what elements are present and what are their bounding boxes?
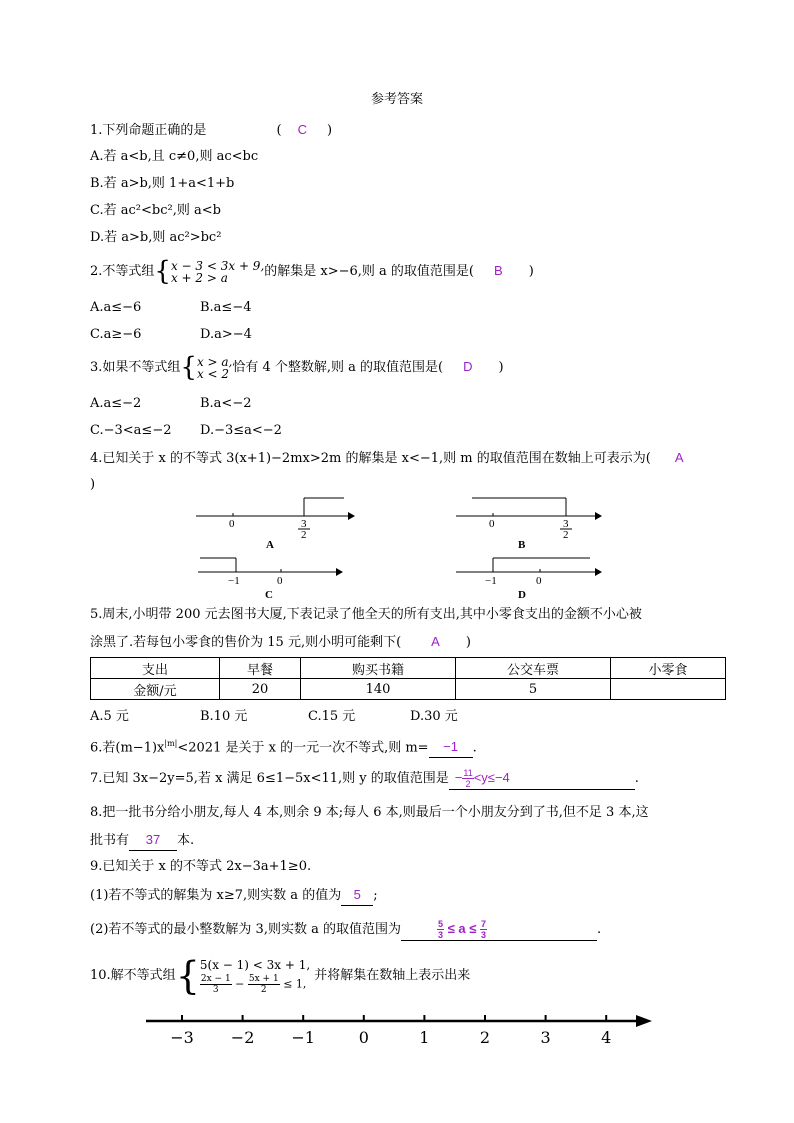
q5-stem-line1: 5.周末,小明带 200 元去图书大厦,下表记录了他全天的所有支出,其中小零食支出的金额不小心被 (90, 607, 642, 622)
q10-tick-label: 0 (358, 1028, 369, 1047)
q9-stem: 9.已知关于 x 的不等式 2x−3a+1≥0. (90, 859, 312, 874)
q4-option-c-line (198, 558, 343, 600)
q2-option-c: C.a≥−6 (90, 327, 142, 342)
q9-part1: (1)若不等式的解集为 x≥7,则实数 a 的值为 5 ; (90, 886, 378, 906)
q4-b-zero: 0 (489, 518, 495, 530)
q6: 6.若$(m-1)x^{|m|}<2021$ 是关于 x 的一元一次不等式,则 m= −1 . (90, 735, 477, 758)
q6-answer: −1 (443, 739, 458, 755)
q4-option-a-line (196, 498, 355, 551)
q10-post: 并将解集在数轴上表示出来 (314, 968, 471, 983)
q3-pre: 3.如果不等式组 (90, 360, 181, 375)
q3-sys2: x < 2 (196, 366, 230, 381)
q1-stem: 1.下列命题正确的是 ( C ) (90, 122, 333, 138)
q1-option-d: D.若 a>b,则 ac²>bc² (90, 230, 222, 245)
q1-text: 1.下列命题正确的是 (90, 123, 207, 138)
q7: 7.已知 3x−2y=5,若 x 满足 6≤1−5x<11,则 y 的取值范围是 − $\frac{11}{2}<y\le-4$ . (90, 768, 639, 789)
td-snack (611, 679, 726, 700)
q8-line2 (90, 831, 194, 851)
q10-tick-label: −3 (170, 1028, 194, 1047)
q5-option-b: B.10 元 (200, 709, 248, 724)
q4-a-num: 3 (301, 518, 307, 530)
q7-answer: − $\frac{11}{2}<y\le-4$ (454, 768, 510, 789)
q10-fa: 2x − 1 (200, 974, 231, 984)
q10-tick-label: 4 (601, 1028, 612, 1047)
q10-tick-label: −2 (230, 1028, 255, 1047)
table-row (91, 679, 726, 700)
q4-b-den: 2 (563, 529, 569, 541)
q2-post: 的解集是 x>−6,则 a 的取值范围是( (264, 264, 475, 279)
q10-tick-label: −1 (291, 1028, 315, 1047)
q8-post: 本. (177, 833, 195, 848)
q3-sys1: x > a, (196, 354, 233, 369)
q4-stem (90, 449, 683, 468)
q9-frac1-den: 3 (437, 930, 443, 940)
q5-option-a: A.5 元 (90, 709, 129, 724)
q4-answer: A (674, 450, 684, 465)
q10-stem: 10.解不等式组{ 5(x − 1) < 3x + 1, $\frac{2x - 1}{3}$ − $\frac{5x + 1}{2} \le 1$, 并将解集在数轴上表示出来 (90, 953, 471, 998)
q2-stem: 2.不等式组{ x − 3 < 3x + 9, x + 2 > a 的解集是 x>−6,则 a 的取值范围是( B ) (90, 256, 534, 287)
td-bus: 5 (456, 679, 611, 700)
q4-close: ) (90, 477, 96, 492)
q2-option-d: D.a>−4 (200, 327, 252, 342)
q4-d-neg1: −1 (485, 575, 497, 587)
q6-exponent: |m| (164, 739, 178, 748)
q9-frac1-num: 5 (437, 919, 443, 929)
q4-number-lines (0, 490, 794, 600)
q3-option-d: D.−3≤a<−2 (200, 423, 282, 438)
q5-stem-line2: 涂黑了.若每包小零食的售价为 15 元,则小明可能剩下( A ) (90, 634, 471, 650)
q9-part2: (2)若不等式的最小整数解为 3,则实数 a 的取值范围为 $\frac{5}{3} \le a$ ≤ $\frac{7}{3}$ . (90, 919, 602, 940)
q10-tail: ≤ 1, (283, 977, 307, 991)
q5-answer: A (431, 634, 440, 649)
expense-table (90, 657, 726, 700)
td-breakfast: 20 (220, 679, 301, 700)
q1-option-b: B.若 a>b,则 1+a<1+b (90, 176, 235, 191)
q9-mid: ≤ a ≤ (447, 920, 477, 936)
q5-option-d: D.30 元 (410, 709, 458, 724)
q4-label-c: C (265, 589, 273, 600)
th-books: 购买书籍 (301, 658, 456, 679)
q3-option-c: C.−3<a≤−2 (90, 423, 172, 438)
q7-frac-den: 2 (465, 779, 471, 789)
q4-a-den: 2 (301, 529, 307, 541)
q2-option-b: B.a≤−4 (200, 300, 252, 315)
q10-line1: 5(x − 1) < 3x + 1, (199, 958, 311, 972)
q4-a-zero: 0 (229, 518, 235, 530)
q5-option-c: C.15 元 (308, 709, 356, 724)
q9-p1-text: (1)若不等式的解集为 x≥7,则实数 a 的值为 (90, 888, 342, 903)
td-amount-label: 金额/元 (91, 679, 220, 700)
q2-option-a: A.a≤−6 (90, 300, 142, 315)
q2-sys2: x + 2 > a (170, 270, 228, 285)
q1-answer: C (297, 122, 308, 137)
q4-label-a: A (266, 539, 274, 551)
table-header-row (91, 658, 726, 679)
th-snack: 小零食 (611, 658, 726, 679)
q7-pre: 7.已知 3x−2y=5,若 x 满足 6≤1−5x<11,则 y 的取值范围是 (90, 770, 449, 786)
q2-pre: 2.不等式组 (90, 264, 155, 279)
q6-pre: 6.若(m−1)x (90, 740, 165, 756)
q3-option-a: A.a≤−2 (90, 396, 142, 411)
q8-answer: 37 (145, 832, 161, 847)
q3-post: 恰有 4 个整数解,则 a 的取值范围是( (232, 360, 444, 375)
q3-stem: 3.如果不等式组{ x > a, x < 2 恰有 4 个整数解,则 a 的取值范围是( D ) (90, 352, 504, 383)
q7-frac-num: 11 (463, 768, 473, 778)
q1-option-c: C.若 ac²<bc²,则 a<b (90, 203, 221, 218)
q10-tick-label: 1 (419, 1028, 430, 1047)
page-title: 参考答案 (370, 92, 423, 107)
q7-tail: <y≤−4 (473, 769, 510, 785)
q5-text2: 涂黑了.若每包小零食的售价为 15 元,则小明可能剩下( (90, 635, 402, 650)
q10-fd: 2 (260, 985, 267, 995)
q2-sys1: x − 3 < 3x + 9, (170, 258, 265, 273)
q6-mid: <2021 是关于 x 的一元一次不等式,则 m= (177, 740, 429, 756)
q10-tick-label: 3 (540, 1028, 551, 1047)
th-bus: 公交车票 (456, 658, 611, 679)
q9-p2-answer (437, 919, 487, 940)
q10-pre: 10.解不等式组 (90, 968, 176, 983)
q4-label-b: B (518, 539, 526, 551)
q4-d-zero: 0 (536, 575, 542, 587)
th-expense: 支出 (91, 658, 220, 679)
q4-b-num: 3 (563, 518, 569, 530)
td-books: 140 (301, 679, 456, 700)
q4-c-zero: 0 (277, 575, 283, 587)
q1-option-a: A.若 a<b,且 c≠0,则 ac<bc (90, 149, 259, 164)
q9-p2-text: (2)若不等式的最小整数解为 3,则实数 a 的取值范围为 (90, 921, 401, 937)
q10-number-line (0, 1005, 794, 1055)
q8-line1: 8.把一批书分给小朋友,每人 4 本,则余 9 本;每人 6 本,则最后一个小朋友分到了书,但不足 3 本,这 (90, 805, 649, 820)
q4-c-neg1: −1 (228, 575, 240, 587)
q4-option-b-line (456, 498, 602, 551)
q4-label-d: D (518, 589, 526, 600)
q10-tick-label: 2 (479, 1028, 491, 1047)
q10-fc: 5x + 1 (248, 974, 279, 984)
q3-answer: D (463, 359, 473, 374)
q3-option-b: B.a<−2 (200, 396, 252, 411)
q2-answer: B (494, 263, 503, 278)
q9-p1-answer: 5 (353, 887, 361, 902)
q4-text: 4.已知关于 x 的不等式 3(x+1)−2mx>2m 的解集是 x<−1,则 m 的取值范围在数轴上可表示为( (90, 451, 651, 466)
q8-pre: 批书有 (90, 833, 130, 848)
q9-frac2-num: 7 (480, 919, 486, 929)
q10-minus: − (235, 977, 245, 991)
q4-option-d-line (456, 558, 602, 600)
th-breakfast: 早餐 (220, 658, 301, 679)
q9-frac2-den: 3 (480, 930, 486, 940)
q10-fb: 3 (212, 985, 219, 995)
